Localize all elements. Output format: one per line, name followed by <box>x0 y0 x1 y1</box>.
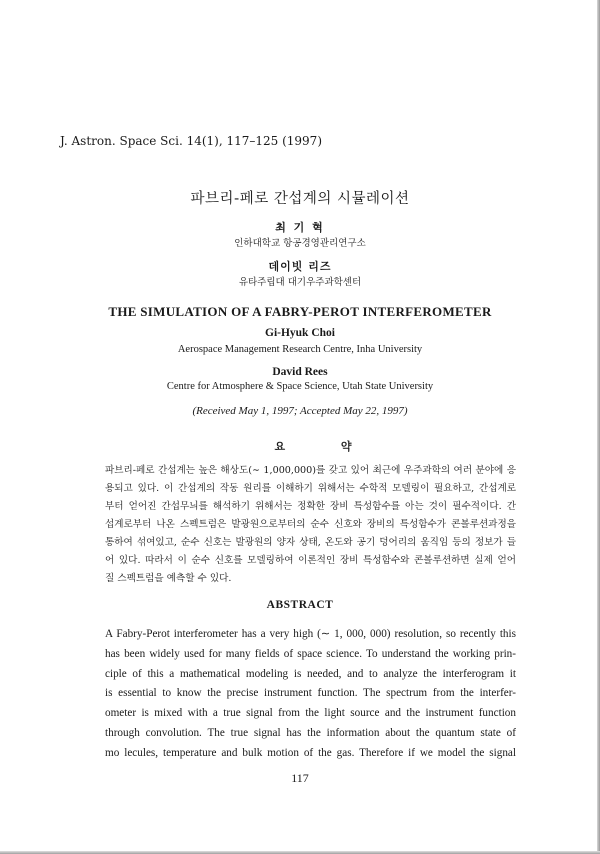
received-accepted-dates: (Received May 1, 1997; Accepted May 22, 1997) <box>192 405 408 417</box>
english-title: THE SIMULATION OF A FABRY-PEROT INTERFEROMETER <box>108 304 492 319</box>
english-abstract-line: has been widely used for many fields of space science. To understand the working prin- <box>105 647 516 660</box>
korean-abstract-line: 통하여 섞여있고, 순수 신호는 발광원의 양자 상태, 온도와 공기 덩어리의 움직임 등의 정보가 들 <box>105 537 516 548</box>
english-affiliation-2: Centre for Atmosphere & Space Science, Utah State University <box>166 381 434 392</box>
english-abstract-body <box>105 625 516 764</box>
korean-abstract-line: 질 스펙트럼을 예측할 수 있다. <box>105 573 232 584</box>
english-abstract-line: is essential to know the precise instrument function. The spectrum from the interfer- <box>105 687 516 700</box>
korean-affiliation-1: 인하대학교 항공경영관리연구소 <box>234 238 366 249</box>
english-author-1: Gi-Hyuk Choi <box>265 327 335 339</box>
page-number: 117 <box>291 771 309 785</box>
english-abstract-line: ometer is mixed with a true signal from the light source and the instrument function <box>105 707 516 720</box>
english-abstract-line: through convolution. The true signal has the information about the quantum state of <box>105 726 516 739</box>
english-author-2: David Rees <box>272 366 328 378</box>
korean-abstract-line: 용되고 있다. 이 간섭계의 작동 원리를 이해하기 위해서는 수학적 모델링이 필요하고, 간섭계로 <box>105 483 516 494</box>
english-abstract-heading: ABSTRACT <box>266 599 334 611</box>
english-abstract-line: A Fabry-Perot interferometer has a very high (∼ 1, 000, 000) resolution, so recently this <box>105 628 516 640</box>
english-abstract-line: ciple of this a mathematical modeling is needed, and to analyze the interferogram it <box>105 667 516 680</box>
english-abstract-line: mo lecules, temperature and bulk motion of the gas. Therefore if we model the signal <box>105 746 516 759</box>
korean-abstract-line: 섭계로부터 나온 스펙트럼은 발광원으로부터의 순수 신호와 장비의 특성함수가 콘볼루션과정을 <box>105 519 516 530</box>
korean-affiliation-2: 유타주립대 대기우주과학센터 <box>238 277 362 288</box>
korean-abstract-line: 파브리-페로 간섭계는 높은 해상도(∼ 1,000,000)를 갖고 있어 최근에 우주과학의 여러 분야에 응 <box>105 465 516 476</box>
korean-abstract-line: 어 있다. 따라서 이 순수 신호를 모델링하여 이론적인 장비 특성함수와 콘볼루션하면 실제 얻어 <box>105 555 516 566</box>
korean-title: 파브리-페로 간섭계의 시뮬레이션 <box>190 191 410 207</box>
korean-abstract-body <box>105 462 516 588</box>
korean-author-1: 최 기 혁 <box>275 221 325 234</box>
korean-author-2: 데이빗 리즈 <box>268 260 332 273</box>
english-affiliation-1: Aerospace Management Research Centre, Inha University <box>177 344 423 355</box>
korean-abstract-heading: 요 약 <box>274 440 378 453</box>
journal-reference: J. Astron. Space Sci. 14(1), 117–125 (1997) <box>60 134 322 148</box>
korean-abstract-line: 부터 얻어진 간섭무늬를 해석하기 위해서는 정확한 장비 특성함수를 아는 것이 필수적이다. 간 <box>105 501 516 512</box>
